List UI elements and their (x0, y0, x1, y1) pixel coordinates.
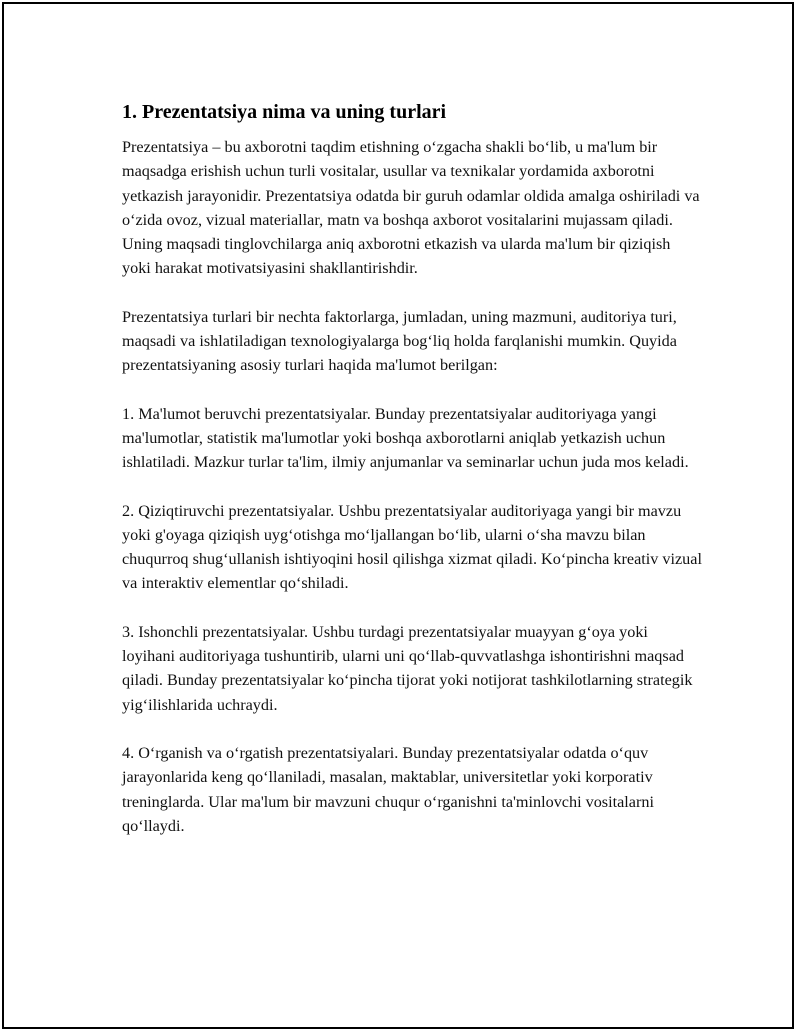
section-heading: 1. Prezentatsiya nima va uning turlari (122, 101, 447, 123)
paragraph-type-engaging: 2. Qiziqtiruvchi prezentatsiyalar. Ushbu prezentatsiyalar auditoriyaga yangi bir mavzu yoki g'oyaga qiziqish uyg‘otishga mo‘ljallangan bo‘lib, ularni o‘sha mavzu bilan chuqurroq shug‘ullanish ishtiyoqini hosil qilishga xizmat qiladi. Ko‘pincha kreativ vizual va interaktiv elementlar qo‘shiladi. (122, 501, 702, 593)
paragraph-definition: Prezentatsiya – bu axborotni taqdim etishning o‘zgacha shakli bo‘lib, u ma'lum bir maqsadga erishish uchun turli vositalar, usullar va texnikalar yordamida axborotni yetkazish jarayonidir. Prezentatsiya odatda bir guruh odamlar oldida amalga oshiriladi va o‘zida ovoz, vizual materiallar, matn va boshqa axborot vositalarini mujassam qiladi. Uning maqsadi tinglovchilarga aniq axborotni etkazish va ularda ma'lum bir qiziqish yoki harakat motivatsiyasini shakllantirishdir. (122, 138, 700, 278)
paragraph-types-intro: Prezentatsiya turlari bir nechta faktorlarga, jumladan, uning mazmuni, auditoriya turi, maqsadi va ishlatiladigan texnologiyalarga bog‘liq holda farqlanishi mumkin. Quyida prezentatsiyaning asosiy turlari haqida ma'lumot berilgan: (122, 307, 677, 375)
document-page (2, 2, 794, 1029)
paragraph-type-persuasive: 3. Ishonchli prezentatsiyalar. Ushbu turdagi prezentatsiyalar muayyan g‘oya yoki loyihani auditoriyaga tushuntirib, ularni uni qo‘llab-quvvatlashga ishontirishni maqsad qiladi. Bunday prezentatsiyalar ko‘pincha tijorat yoki notijorat tashkilotlarning strategik yig‘ilishlarida uchraydi. (122, 622, 693, 714)
paragraph-type-informative: 1. Ma'lumot beruvchi prezentatsiyalar. Bunday prezentatsiyalar auditoriyaga yangi ma'lumotlar, statistik ma'lumotlar yoki boshqa axborotlarni aniqlab yetkazish uchun ishlatiladi. Mazkur turlar ta'lim, ilmiy anjumanlar va seminarlar uchun juda mos keladi. (122, 404, 689, 472)
document-body (122, 99, 702, 862)
paragraph-type-educational: 4. O‘rganish va o‘rgatish prezentatsiyalari. Bunday prezentatsiyalar odatda o‘quv jarayonlarida keng qo‘llaniladi, masalan, maktablar, universitetlar yoki korporativ treninglarda. Ular ma'lum bir mavzuni chuqur o‘rganishni ta'minlovchi vositalarni qo‘llaydi. (122, 743, 654, 835)
